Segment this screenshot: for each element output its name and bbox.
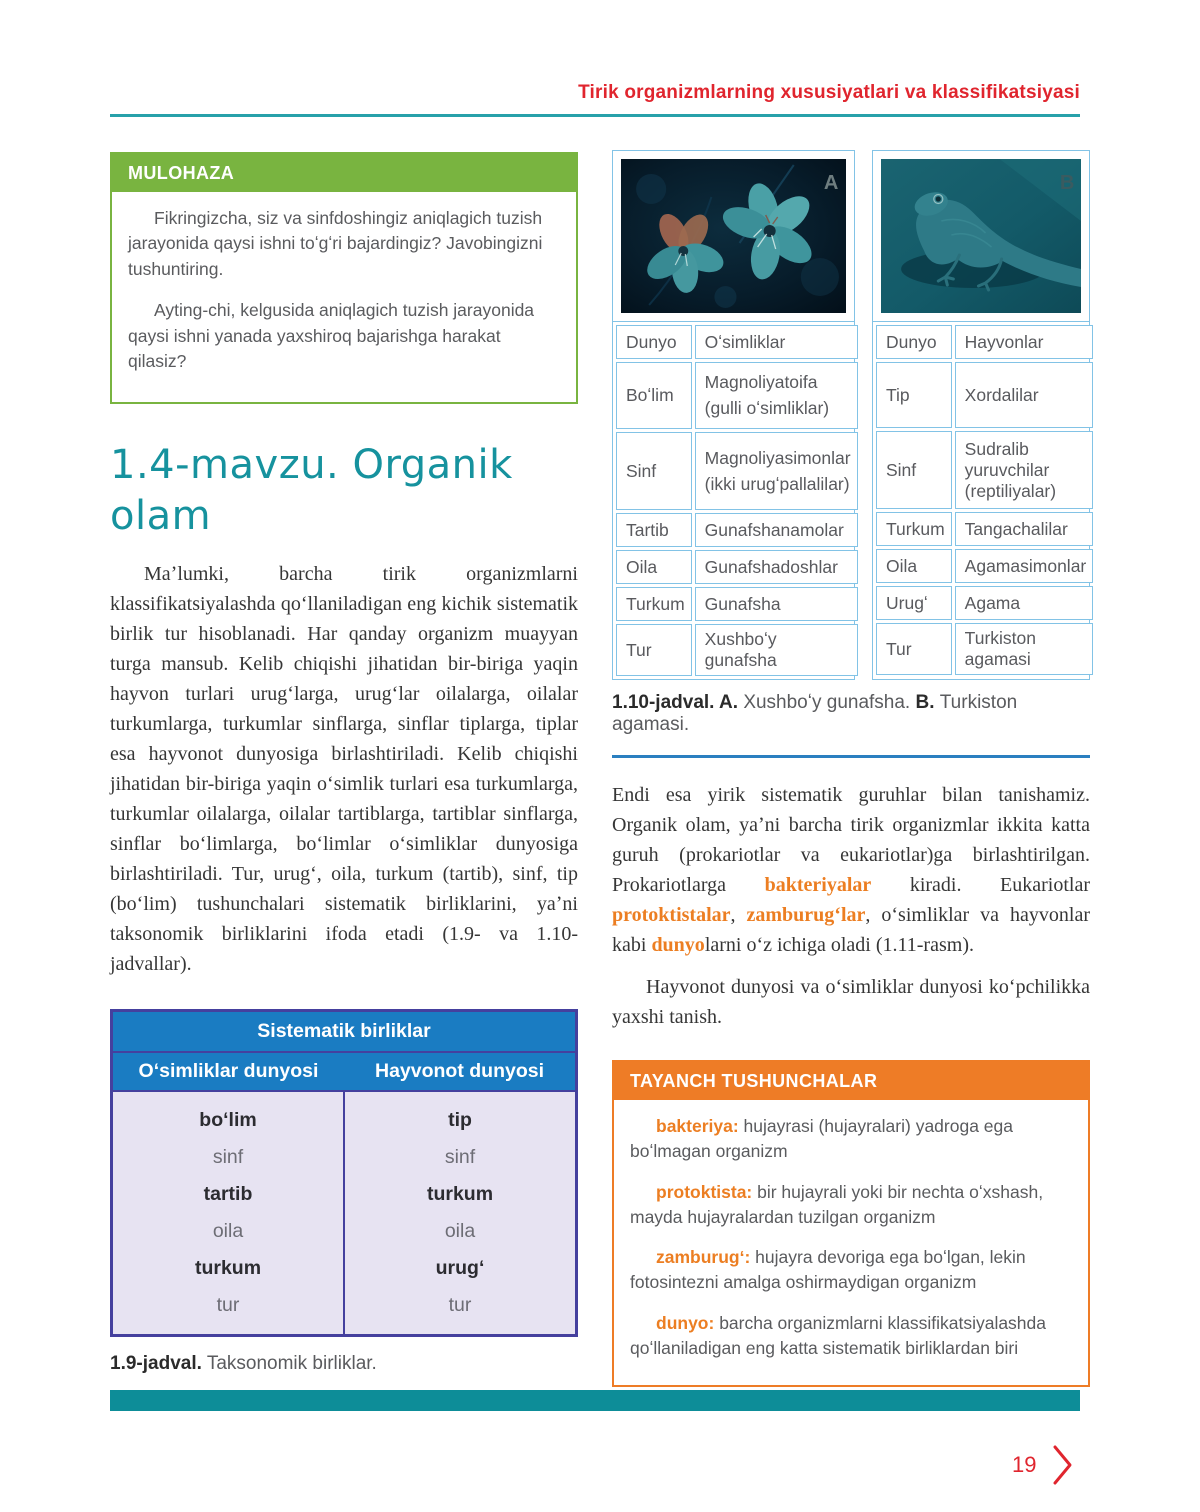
row-label: Tartib [616, 513, 692, 547]
table-row [616, 513, 858, 547]
table-row [616, 587, 858, 621]
caption-a-text: Xushboʻy gunafsha. [743, 692, 916, 713]
row-label: Sinf [876, 431, 952, 509]
term-dunyo: dunyo [651, 934, 705, 956]
classification-table-b [873, 322, 1096, 678]
table-row [616, 432, 858, 510]
row-value: Gunafshanamolar [695, 513, 858, 547]
figure-a-image [613, 151, 854, 322]
caption-text: Taksonomik birliklar. [201, 1352, 377, 1374]
taxonomy-cell: tur [448, 1293, 472, 1316]
term-label: dunyo: [656, 1313, 715, 1334]
caption-label: 1.9-jadval. [110, 1352, 202, 1374]
term-definition: barcha organizmlarni klassifikatsiyalashda qoʻllaniladigan eng katta sistematik birliklardan biri [630, 1313, 1047, 1358]
term-label: protoktista: [656, 1181, 753, 1202]
row-label: Tur [876, 623, 952, 675]
row-label: Oila [616, 550, 692, 584]
figure-caption-1-10 [612, 692, 1090, 736]
figure-a [612, 150, 855, 680]
key-terms-box [612, 1060, 1090, 1387]
familiarity-paragraph: Hayvonot dunyosi va oʻsimliklar dunyosi koʻpchilikka yaxshi tanish. [612, 976, 1090, 1028]
section-title: 1.4-mavzu. Organik olam [110, 442, 513, 540]
taxonomy-cell: turkum [426, 1182, 494, 1205]
row-value: Gunafshadoshlar [695, 550, 858, 584]
kingdoms-paragraph: Endi esa yirik sistematik guruhlar bilan tanishamiz. Organik olam, yaʼni barcha tirik organizmlar ikkita katta guruh (prokariotlar va eukariotlar)ga birlashtirilgan. Prokariotlarga bakteriyalar kiradi. Eukariotlar protoktistalar, zamburugʻlar, oʻsimliklar va hayvonlar kabi dunyolarni oʻz ichiga oladi (1.11-rasm). [612, 784, 1090, 956]
taxonomy-table [110, 1009, 578, 1337]
term-protoktistalar: protoktistalar [612, 904, 731, 926]
row-value: Xordalilar [955, 362, 1094, 428]
column-header-animals: Hayvonot dunyosi [374, 1059, 545, 1082]
discussion-box-body [112, 192, 576, 402]
table-row [876, 325, 1093, 359]
table-row [876, 431, 1093, 509]
right-column [612, 150, 1090, 1387]
page-footer [1012, 1444, 1074, 1486]
row-label: Turkum [876, 512, 952, 546]
taxonomy-table-column-headers [113, 1053, 575, 1092]
taxonomy-cell: sinf [444, 1145, 476, 1168]
caption-b-text: Turkiston agamasi. [612, 692, 1018, 735]
left-column [110, 152, 578, 1394]
row-label: Sinf [616, 432, 692, 510]
term-label: bakteriya: [656, 1116, 739, 1136]
row-label: Oila [876, 549, 952, 583]
bottom-bar [110, 1390, 1080, 1411]
term-definition: hujayra devoriga ega boʻlgan, lekin fotosintezni amalga oshirmaydigan organizm [630, 1247, 1026, 1293]
figure-b-image [873, 151, 1089, 322]
term-entry [630, 1311, 1072, 1361]
term-entry [630, 1180, 1072, 1230]
figures-row [612, 150, 1090, 680]
taxonomy-cell: oila [212, 1219, 244, 1242]
row-label: Boʻlim [616, 362, 692, 429]
taxonomy-cell: boʻlim [199, 1108, 257, 1131]
taxonomy-cell: tur [216, 1293, 240, 1316]
taxonomy-cell: sinf [212, 1145, 244, 1168]
chevron-right-icon [1052, 1444, 1074, 1486]
discussion-paragraph: Fikringizcha, siz va sinfdoshingiz aniqlagich tuzish jarayonida qaysi ishni toʻgʻri bajardingiz? Javobingizni tushuntiring. [128, 208, 543, 279]
table-row [876, 549, 1093, 583]
row-value: Turkiston agamasi [955, 623, 1094, 675]
table-row [616, 550, 858, 584]
animals-column [343, 1092, 575, 1334]
row-value: Gunafsha [695, 587, 858, 621]
row-value: Oʻsimliklar [695, 325, 858, 359]
row-value: Xushboʻy gunafsha [695, 624, 858, 676]
term-zamburuglar: zamburugʻlar [746, 904, 866, 926]
row-value: Sudralib yuruvchilar (reptiliyalar) [955, 431, 1094, 509]
row-value: Magnoliyatoifa (gulli oʻsimliklar) [695, 362, 858, 429]
page-number: 19 [1012, 1452, 1037, 1477]
figure-a-label-glyph: A [823, 172, 839, 194]
discussion-box-title: MULOHAZA [112, 154, 576, 192]
figure-b [872, 150, 1090, 680]
row-value: Tangachalilar [955, 512, 1094, 546]
discussion-paragraph: Ayting-chi, kelgusida aniqlagich tuzish jarayonida qaysi ishni yanada yaxshiroq bajarishga harakat qilasiz? [128, 300, 535, 371]
row-label: Turkum [616, 587, 692, 621]
row-label: Dunyo [616, 325, 692, 359]
row-value: Agamasimonlar [955, 549, 1094, 583]
classification-table-a [613, 322, 861, 679]
table-row [876, 362, 1093, 428]
table-row [876, 512, 1093, 546]
caption-a-label: A. [714, 692, 744, 713]
caption-label: 1.10-jadval. [612, 692, 715, 713]
running-header: Tirik organizmlarning xususiyatlari va klassifikatsiyasi [578, 82, 1080, 103]
discussion-box [110, 152, 578, 404]
table-row [876, 623, 1093, 675]
intro-paragraph: Maʼlumki, barcha tirik organizmlarni klassifikatsiyalashda qoʻllaniladigan eng kichik sistematik birlik tur hisoblanadi. Har qanday organizm muayyan turga mansub. Kelib chiqishi jihatidan bir-biriga yaqin hayvon turlari urugʻlarga, urugʻlar oilalarga, oilalar turkumlarga, turkumlar sinflarga, sinflar tiplarga, tiplar esa hayvonot dunyosiga birlashtiriladi. Kelib chiqishi jihatidan bir-biriga yaqin oʻsimlik turlari esa turkumlarga, turkumlar oilalarga, oilalar tartiblarga, tartiblar sinflarga, sinflar boʻlimlarga, boʻlimlar oʻsimliklar dunyosiga birlashtiriladi. Tur, urugʻ, oila, turkum (tartib), sinf, tip (boʻlim) tushunchalari sistematik birliklarini, yaʼni taksonomik birliklarini ifoda etadi (1.9- va 1.10-jadvallar). [110, 562, 578, 975]
key-terms-title: TAYANCH TUSHUNCHALAR [614, 1062, 1088, 1100]
term-definition: hujayrasi (hujayralari) yadroga ega boʻlmagan organizm [630, 1116, 1013, 1161]
row-value: Hayvonlar [955, 325, 1094, 359]
term-bakteriyalar: bakteriyalar [764, 874, 872, 896]
caption-b-label: B. [915, 692, 940, 713]
table-row [876, 586, 1093, 620]
header-rule [110, 114, 1080, 117]
row-value: Agama [955, 586, 1094, 620]
key-terms-body [614, 1100, 1088, 1385]
table-row [616, 325, 858, 359]
row-label: Tip [876, 362, 952, 428]
table-row [616, 362, 858, 429]
taxonomy-cell: oila [444, 1219, 476, 1242]
taxonomy-cell: tip [448, 1108, 472, 1131]
row-label: Dunyo [876, 325, 952, 359]
term-definition: bir hujayrali yoki bir nechta oʻxshash, mayda hujayralardan tuzilgan organizm [630, 1181, 1044, 1227]
figure-b-label-glyph: B [1059, 172, 1075, 194]
table-caption-1-9 [110, 1353, 578, 1375]
row-label: Urugʻ [876, 586, 952, 620]
taxonomy-table-title: Sistematik birliklar [113, 1012, 575, 1053]
caption-rule [612, 755, 1090, 758]
term-label: zamburugʻ: [656, 1247, 751, 1268]
row-value: Magnoliyasimonlar (ikki urugʻpallalilar) [695, 432, 858, 510]
term-entry [630, 1245, 1072, 1295]
column-header-plants: Oʻsimliklar dunyosi [138, 1059, 319, 1082]
taxonomy-cell: turkum [194, 1256, 262, 1279]
row-label: Tur [616, 624, 692, 676]
taxonomy-table-body [113, 1092, 575, 1334]
taxonomy-cell: tartib [203, 1182, 253, 1205]
term-entry [630, 1114, 1072, 1164]
table-row [616, 624, 858, 676]
taxonomy-cell: urugʻ [435, 1256, 485, 1279]
plants-column [113, 1092, 343, 1334]
